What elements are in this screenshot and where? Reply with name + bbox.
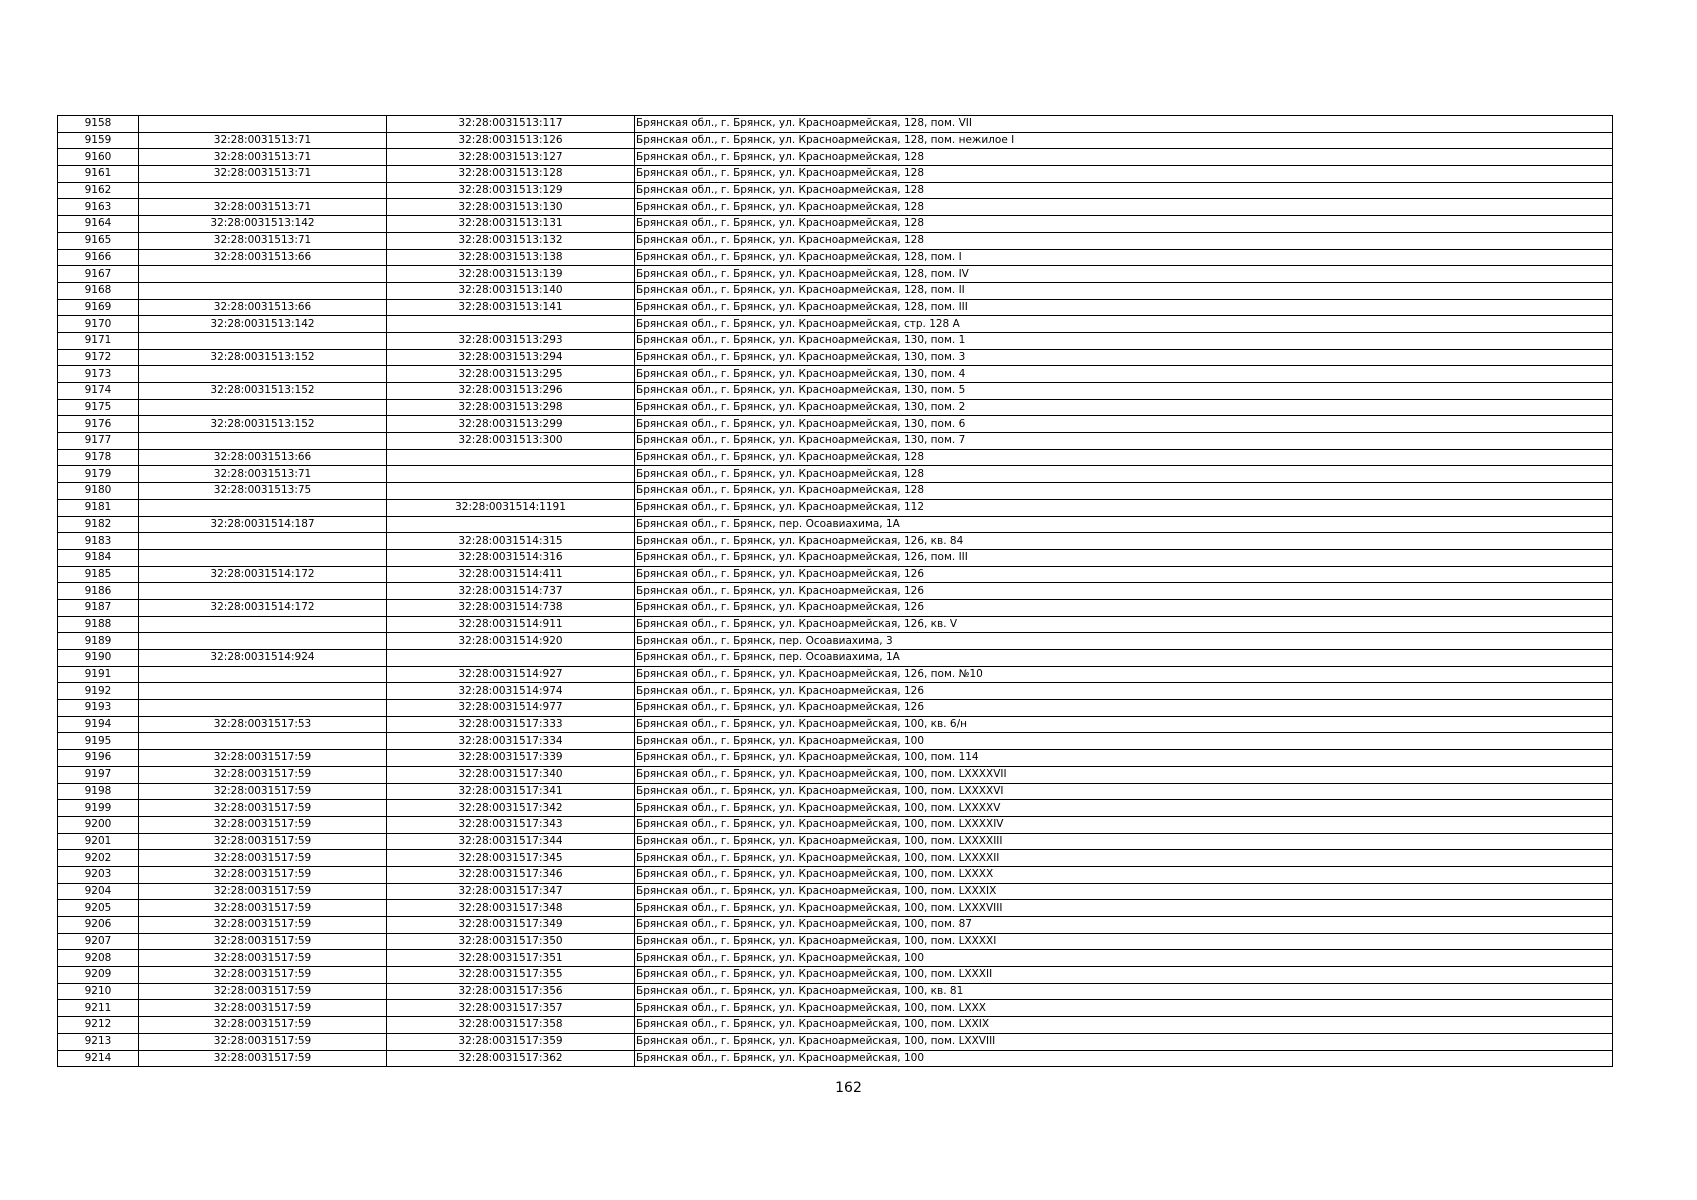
table-row bbox=[58, 933, 1613, 950]
table-row bbox=[58, 232, 1613, 249]
address-cell: Брянская обл., г. Брянск, ул. Красноармейская, 128 bbox=[635, 483, 1613, 500]
table-row bbox=[58, 483, 1613, 500]
object-cadastral-number-cell: 32:28:0031517:346 bbox=[387, 866, 635, 883]
land-cadastral-number-cell bbox=[139, 282, 387, 299]
table-row bbox=[58, 299, 1613, 316]
object-cadastral-number-cell: 32:28:0031513:300 bbox=[387, 433, 635, 450]
row-number-cell: 9177 bbox=[58, 433, 139, 450]
row-number-cell: 9173 bbox=[58, 366, 139, 383]
object-cadastral-number-cell: 32:28:0031514:737 bbox=[387, 583, 635, 600]
address-cell: Брянская обл., г. Брянск, ул. Красноармейская, 100, пом. LXXXX bbox=[635, 866, 1613, 883]
row-number-cell: 9209 bbox=[58, 967, 139, 984]
address-cell: Брянская обл., г. Брянск, ул. Красноармейская, 100, пом. LXXXIX bbox=[635, 883, 1613, 900]
land-cadastral-number-cell bbox=[139, 433, 387, 450]
table-row bbox=[58, 1000, 1613, 1017]
table-row bbox=[58, 466, 1613, 483]
row-number-cell: 9158 bbox=[58, 116, 139, 133]
object-cadastral-number-cell: 32:28:0031517:349 bbox=[387, 917, 635, 934]
object-cadastral-number-cell bbox=[387, 516, 635, 533]
table-row bbox=[58, 332, 1613, 349]
address-cell: Брянская обл., г. Брянск, ул. Красноармейская, 128 bbox=[635, 149, 1613, 166]
address-cell: Брянская обл., г. Брянск, ул. Красноармейская, 130, пом. 6 bbox=[635, 416, 1613, 433]
table-row bbox=[58, 349, 1613, 366]
object-cadastral-number-cell: 32:28:0031517:357 bbox=[387, 1000, 635, 1017]
row-number-cell: 9202 bbox=[58, 850, 139, 867]
row-number-cell: 9181 bbox=[58, 499, 139, 516]
table-row bbox=[58, 583, 1613, 600]
table-row bbox=[58, 616, 1613, 633]
row-number-cell: 9185 bbox=[58, 566, 139, 583]
land-cadastral-number-cell: 32:28:0031513:66 bbox=[139, 249, 387, 266]
row-number-cell: 9211 bbox=[58, 1000, 139, 1017]
table-row bbox=[58, 650, 1613, 667]
land-cadastral-number-cell: 32:28:0031517:59 bbox=[139, 1017, 387, 1034]
land-cadastral-number-cell: 32:28:0031514:924 bbox=[139, 650, 387, 667]
land-cadastral-number-cell bbox=[139, 633, 387, 650]
address-cell: Брянская обл., г. Брянск, ул. Красноармейская, 130, пом. 2 bbox=[635, 399, 1613, 416]
object-cadastral-number-cell: 32:28:0031517:341 bbox=[387, 783, 635, 800]
table-row bbox=[58, 983, 1613, 1000]
object-cadastral-number-cell: 32:28:0031513:130 bbox=[387, 199, 635, 216]
address-cell: Брянская обл., г. Брянск, ул. Красноармейская, стр. 128 А bbox=[635, 316, 1613, 333]
address-cell: Брянская обл., г. Брянск, ул. Красноармейская, 128 bbox=[635, 166, 1613, 183]
row-number-cell: 9201 bbox=[58, 833, 139, 850]
object-cadastral-number-cell: 32:28:0031513:298 bbox=[387, 399, 635, 416]
address-cell: Брянская обл., г. Брянск, ул. Красноармейская, 100 bbox=[635, 733, 1613, 750]
row-number-cell: 9166 bbox=[58, 249, 139, 266]
row-number-cell: 9213 bbox=[58, 1033, 139, 1050]
address-cell: Брянская обл., г. Брянск, ул. Красноармейская, 100, пом. LXXX bbox=[635, 1000, 1613, 1017]
object-cadastral-number-cell: 32:28:0031513:138 bbox=[387, 249, 635, 266]
object-cadastral-number-cell: 32:28:0031513:141 bbox=[387, 299, 635, 316]
address-cell: Брянская обл., г. Брянск, ул. Красноармейская, 100 bbox=[635, 950, 1613, 967]
land-cadastral-number-cell: 32:28:0031517:59 bbox=[139, 950, 387, 967]
table-row bbox=[58, 399, 1613, 416]
table-row bbox=[58, 366, 1613, 383]
land-cadastral-number-cell bbox=[139, 266, 387, 283]
object-cadastral-number-cell: 32:28:0031517:334 bbox=[387, 733, 635, 750]
table-row bbox=[58, 132, 1613, 149]
row-number-cell: 9203 bbox=[58, 866, 139, 883]
address-cell: Брянская обл., г. Брянск, ул. Красноармейская, 128, пом. нежилое I bbox=[635, 132, 1613, 149]
land-cadastral-number-cell: 32:28:0031513:152 bbox=[139, 383, 387, 400]
address-cell: Брянская обл., г. Брянск, ул. Красноармейская, 100, пом. LXXXVIII bbox=[635, 900, 1613, 917]
table-row bbox=[58, 1017, 1613, 1034]
row-number-cell: 9190 bbox=[58, 650, 139, 667]
table-row bbox=[58, 599, 1613, 616]
table-row bbox=[58, 216, 1613, 233]
object-cadastral-number-cell: 32:28:0031517:355 bbox=[387, 967, 635, 984]
land-cadastral-number-cell: 32:28:0031517:59 bbox=[139, 750, 387, 767]
address-cell: Брянская обл., г. Брянск, ул. Красноармейская, 128, пом. III bbox=[635, 299, 1613, 316]
table-row bbox=[58, 700, 1613, 717]
table-row bbox=[58, 316, 1613, 333]
table-row bbox=[58, 917, 1613, 934]
table-row bbox=[58, 950, 1613, 967]
row-number-cell: 9163 bbox=[58, 199, 139, 216]
land-cadastral-number-cell bbox=[139, 533, 387, 550]
row-number-cell: 9183 bbox=[58, 533, 139, 550]
land-cadastral-number-cell: 32:28:0031517:59 bbox=[139, 833, 387, 850]
land-cadastral-number-cell bbox=[139, 399, 387, 416]
address-cell: Брянская обл., г. Брянск, ул. Красноармейская, 100, пом. LXXIX bbox=[635, 1017, 1613, 1034]
object-cadastral-number-cell: 32:28:0031517:351 bbox=[387, 950, 635, 967]
land-cadastral-number-cell bbox=[139, 733, 387, 750]
object-cadastral-number-cell bbox=[387, 316, 635, 333]
address-cell: Брянская обл., г. Брянск, ул. Красноармейская, 100, пом. LXXXXII bbox=[635, 850, 1613, 867]
address-cell: Брянская обл., г. Брянск, пер. Осоавиахима, 1А bbox=[635, 516, 1613, 533]
object-cadastral-number-cell: 32:28:0031514:920 bbox=[387, 633, 635, 650]
address-cell: Брянская обл., г. Брянск, ул. Красноармейская, 100, пом. LXXXXVI bbox=[635, 783, 1613, 800]
object-cadastral-number-cell: 32:28:0031517:348 bbox=[387, 900, 635, 917]
table-row bbox=[58, 533, 1613, 550]
land-cadastral-number-cell: 32:28:0031517:53 bbox=[139, 716, 387, 733]
address-cell: Брянская обл., г. Брянск, ул. Красноармейская, 100, пом. 114 bbox=[635, 750, 1613, 767]
address-cell: Брянская обл., г. Брянск, ул. Красноармейская, 126 bbox=[635, 683, 1613, 700]
address-cell: Брянская обл., г. Брянск, ул. Красноармейская, 128, пом. VII bbox=[635, 116, 1613, 133]
land-cadastral-number-cell: 32:28:0031513:71 bbox=[139, 149, 387, 166]
table-row bbox=[58, 182, 1613, 199]
table-row bbox=[58, 633, 1613, 650]
address-cell: Брянская обл., г. Брянск, пер. Осоавиахима, 3 bbox=[635, 633, 1613, 650]
object-cadastral-number-cell: 32:28:0031517:358 bbox=[387, 1017, 635, 1034]
object-cadastral-number-cell: 32:28:0031514:316 bbox=[387, 549, 635, 566]
table-row bbox=[58, 499, 1613, 516]
row-number-cell: 9195 bbox=[58, 733, 139, 750]
address-cell: Брянская обл., г. Брянск, ул. Красноармейская, 100, пом. LXXXXI bbox=[635, 933, 1613, 950]
table-row bbox=[58, 850, 1613, 867]
land-cadastral-number-cell: 32:28:0031514:172 bbox=[139, 599, 387, 616]
land-cadastral-number-cell: 32:28:0031514:187 bbox=[139, 516, 387, 533]
row-number-cell: 9189 bbox=[58, 633, 139, 650]
address-cell: Брянская обл., г. Брянск, ул. Красноармейская, 112 bbox=[635, 499, 1613, 516]
table-row bbox=[58, 766, 1613, 783]
cadastral-table bbox=[57, 115, 1613, 1067]
table-row bbox=[58, 833, 1613, 850]
table-row bbox=[58, 1033, 1613, 1050]
table-row bbox=[58, 1050, 1613, 1067]
table-row bbox=[58, 416, 1613, 433]
object-cadastral-number-cell: 32:28:0031513:126 bbox=[387, 132, 635, 149]
object-cadastral-number-cell: 32:28:0031517:339 bbox=[387, 750, 635, 767]
land-cadastral-number-cell bbox=[139, 683, 387, 700]
row-number-cell: 9199 bbox=[58, 800, 139, 817]
object-cadastral-number-cell: 32:28:0031513:117 bbox=[387, 116, 635, 133]
object-cadastral-number-cell: 32:28:0031514:977 bbox=[387, 700, 635, 717]
object-cadastral-number-cell: 32:28:0031517:333 bbox=[387, 716, 635, 733]
address-cell: Брянская обл., г. Брянск, ул. Красноармейская, 100, кв. 81 bbox=[635, 983, 1613, 1000]
row-number-cell: 9175 bbox=[58, 399, 139, 416]
table-row bbox=[58, 666, 1613, 683]
address-cell: Брянская обл., г. Брянск, ул. Красноармейская, 100, пом. LXXXXIII bbox=[635, 833, 1613, 850]
object-cadastral-number-cell: 32:28:0031517:359 bbox=[387, 1033, 635, 1050]
table-row bbox=[58, 800, 1613, 817]
row-number-cell: 9180 bbox=[58, 483, 139, 500]
address-cell: Брянская обл., г. Брянск, ул. Красноармейская, 100, пом. LXXXXV bbox=[635, 800, 1613, 817]
object-cadastral-number-cell: 32:28:0031513:131 bbox=[387, 216, 635, 233]
object-cadastral-number-cell: 32:28:0031513:129 bbox=[387, 182, 635, 199]
object-cadastral-number-cell: 32:28:0031517:342 bbox=[387, 800, 635, 817]
object-cadastral-number-cell: 32:28:0031514:927 bbox=[387, 666, 635, 683]
address-cell: Брянская обл., г. Брянск, ул. Красноармейская, 130, пом. 3 bbox=[635, 349, 1613, 366]
land-cadastral-number-cell bbox=[139, 366, 387, 383]
address-cell: Брянская обл., г. Брянск, ул. Красноармейская, 128, пом. II bbox=[635, 282, 1613, 299]
row-number-cell: 9171 bbox=[58, 332, 139, 349]
land-cadastral-number-cell: 32:28:0031513:66 bbox=[139, 299, 387, 316]
object-cadastral-number-cell: 32:28:0031514:1191 bbox=[387, 499, 635, 516]
object-cadastral-number-cell: 32:28:0031513:139 bbox=[387, 266, 635, 283]
land-cadastral-number-cell: 32:28:0031517:59 bbox=[139, 983, 387, 1000]
land-cadastral-number-cell: 32:28:0031517:59 bbox=[139, 766, 387, 783]
object-cadastral-number-cell: 32:28:0031513:128 bbox=[387, 166, 635, 183]
table-row bbox=[58, 433, 1613, 450]
land-cadastral-number-cell bbox=[139, 116, 387, 133]
land-cadastral-number-cell: 32:28:0031517:59 bbox=[139, 900, 387, 917]
land-cadastral-number-cell: 32:28:0031517:59 bbox=[139, 967, 387, 984]
land-cadastral-number-cell: 32:28:0031513:71 bbox=[139, 466, 387, 483]
row-number-cell: 9187 bbox=[58, 599, 139, 616]
row-number-cell: 9160 bbox=[58, 149, 139, 166]
table-row bbox=[58, 750, 1613, 767]
land-cadastral-number-cell: 32:28:0031513:66 bbox=[139, 449, 387, 466]
cadastral-table-body bbox=[58, 116, 1613, 1067]
land-cadastral-number-cell: 32:28:0031514:172 bbox=[139, 566, 387, 583]
address-cell: Брянская обл., г. Брянск, ул. Красноармейская, 100 bbox=[635, 1050, 1613, 1067]
object-cadastral-number-cell: 32:28:0031517:345 bbox=[387, 850, 635, 867]
object-cadastral-number-cell: 32:28:0031517:340 bbox=[387, 766, 635, 783]
land-cadastral-number-cell: 32:28:0031517:59 bbox=[139, 1033, 387, 1050]
land-cadastral-number-cell bbox=[139, 182, 387, 199]
address-cell: Брянская обл., г. Брянск, ул. Красноармейская, 126, пом. №10 bbox=[635, 666, 1613, 683]
object-cadastral-number-cell: 32:28:0031513:127 bbox=[387, 149, 635, 166]
row-number-cell: 9208 bbox=[58, 950, 139, 967]
land-cadastral-number-cell: 32:28:0031513:71 bbox=[139, 132, 387, 149]
row-number-cell: 9167 bbox=[58, 266, 139, 283]
land-cadastral-number-cell: 32:28:0031513:152 bbox=[139, 416, 387, 433]
table-row bbox=[58, 716, 1613, 733]
address-cell: Брянская обл., г. Брянск, ул. Красноармейская, 126 bbox=[635, 566, 1613, 583]
row-number-cell: 9205 bbox=[58, 900, 139, 917]
address-cell: Брянская обл., г. Брянск, ул. Красноармейская, 130, пом. 4 bbox=[635, 366, 1613, 383]
object-cadastral-number-cell: 32:28:0031513:294 bbox=[387, 349, 635, 366]
land-cadastral-number-cell: 32:28:0031517:59 bbox=[139, 933, 387, 950]
table-row bbox=[58, 883, 1613, 900]
land-cadastral-number-cell: 32:28:0031513:75 bbox=[139, 483, 387, 500]
row-number-cell: 9186 bbox=[58, 583, 139, 600]
row-number-cell: 9170 bbox=[58, 316, 139, 333]
row-number-cell: 9162 bbox=[58, 182, 139, 199]
address-cell: Брянская обл., г. Брянск, ул. Красноармейская, 128, пом. IV bbox=[635, 266, 1613, 283]
object-cadastral-number-cell: 32:28:0031514:315 bbox=[387, 533, 635, 550]
table-row bbox=[58, 866, 1613, 883]
object-cadastral-number-cell: 32:28:0031517:356 bbox=[387, 983, 635, 1000]
table-row bbox=[58, 383, 1613, 400]
row-number-cell: 9159 bbox=[58, 132, 139, 149]
object-cadastral-number-cell: 32:28:0031514:974 bbox=[387, 683, 635, 700]
object-cadastral-number-cell: 32:28:0031513:140 bbox=[387, 282, 635, 299]
land-cadastral-number-cell: 32:28:0031517:59 bbox=[139, 783, 387, 800]
row-number-cell: 9184 bbox=[58, 549, 139, 566]
address-cell: Брянская обл., г. Брянск, ул. Красноармейская, 128 bbox=[635, 216, 1613, 233]
row-number-cell: 9206 bbox=[58, 917, 139, 934]
row-number-cell: 9207 bbox=[58, 933, 139, 950]
object-cadastral-number-cell: 32:28:0031514:738 bbox=[387, 599, 635, 616]
object-cadastral-number-cell: 32:28:0031517:362 bbox=[387, 1050, 635, 1067]
land-cadastral-number-cell: 32:28:0031517:59 bbox=[139, 816, 387, 833]
object-cadastral-number-cell: 32:28:0031517:344 bbox=[387, 833, 635, 850]
address-cell: Брянская обл., г. Брянск, ул. Красноармейская, 128 bbox=[635, 232, 1613, 249]
object-cadastral-number-cell bbox=[387, 449, 635, 466]
object-cadastral-number-cell: 32:28:0031513:296 bbox=[387, 383, 635, 400]
land-cadastral-number-cell: 32:28:0031517:59 bbox=[139, 1050, 387, 1067]
table-row bbox=[58, 166, 1613, 183]
row-number-cell: 9172 bbox=[58, 349, 139, 366]
row-number-cell: 9200 bbox=[58, 816, 139, 833]
land-cadastral-number-cell bbox=[139, 499, 387, 516]
land-cadastral-number-cell bbox=[139, 616, 387, 633]
row-number-cell: 9194 bbox=[58, 716, 139, 733]
address-cell: Брянская обл., г. Брянск, ул. Красноармейская, 100, пом. LXXXXVII bbox=[635, 766, 1613, 783]
table-row bbox=[58, 549, 1613, 566]
page-number: 162 bbox=[835, 1080, 862, 1096]
address-cell: Брянская обл., г. Брянск, ул. Красноармейская, 100, пом. 87 bbox=[635, 917, 1613, 934]
address-cell: Брянская обл., г. Брянск, ул. Красноармейская, 126, пом. III bbox=[635, 549, 1613, 566]
land-cadastral-number-cell: 32:28:0031517:59 bbox=[139, 800, 387, 817]
land-cadastral-number-cell bbox=[139, 332, 387, 349]
table-row bbox=[58, 816, 1613, 833]
address-cell: Брянская обл., г. Брянск, ул. Красноармейская, 126, кв. V bbox=[635, 616, 1613, 633]
object-cadastral-number-cell: 32:28:0031513:295 bbox=[387, 366, 635, 383]
land-cadastral-number-cell: 32:28:0031517:59 bbox=[139, 883, 387, 900]
object-cadastral-number-cell: 32:28:0031514:911 bbox=[387, 616, 635, 633]
land-cadastral-number-cell: 32:28:0031517:59 bbox=[139, 1000, 387, 1017]
address-cell: Брянская обл., г. Брянск, ул. Красноармейская, 126 bbox=[635, 583, 1613, 600]
land-cadastral-number-cell bbox=[139, 666, 387, 683]
row-number-cell: 9198 bbox=[58, 783, 139, 800]
address-cell: Брянская обл., г. Брянск, ул. Красноармейская, 100, пом. LXXXXIV bbox=[635, 816, 1613, 833]
address-cell: Брянская обл., г. Брянск, ул. Красноармейская, 126 bbox=[635, 700, 1613, 717]
object-cadastral-number-cell: 32:28:0031517:350 bbox=[387, 933, 635, 950]
object-cadastral-number-cell: 32:28:0031517:347 bbox=[387, 883, 635, 900]
row-number-cell: 9210 bbox=[58, 983, 139, 1000]
row-number-cell: 9191 bbox=[58, 666, 139, 683]
address-cell: Брянская обл., г. Брянск, ул. Красноармейская, 128 bbox=[635, 466, 1613, 483]
table-row bbox=[58, 516, 1613, 533]
table-row bbox=[58, 900, 1613, 917]
object-cadastral-number-cell bbox=[387, 650, 635, 667]
row-number-cell: 9174 bbox=[58, 383, 139, 400]
row-number-cell: 9204 bbox=[58, 883, 139, 900]
row-number-cell: 9212 bbox=[58, 1017, 139, 1034]
table-row bbox=[58, 282, 1613, 299]
land-cadastral-number-cell: 32:28:0031517:59 bbox=[139, 917, 387, 934]
address-cell: Брянская обл., г. Брянск, ул. Красноармейская, 126 bbox=[635, 599, 1613, 616]
row-number-cell: 9168 bbox=[58, 282, 139, 299]
object-cadastral-number-cell: 32:28:0031517:343 bbox=[387, 816, 635, 833]
row-number-cell: 9179 bbox=[58, 466, 139, 483]
row-number-cell: 9188 bbox=[58, 616, 139, 633]
land-cadastral-number-cell: 32:28:0031513:152 bbox=[139, 349, 387, 366]
object-cadastral-number-cell: 32:28:0031513:299 bbox=[387, 416, 635, 433]
address-cell: Брянская обл., г. Брянск, ул. Красноармейская, 100, пом. LXXVIII bbox=[635, 1033, 1613, 1050]
land-cadastral-number-cell: 32:28:0031513:71 bbox=[139, 166, 387, 183]
table-row bbox=[58, 733, 1613, 750]
row-number-cell: 9214 bbox=[58, 1050, 139, 1067]
land-cadastral-number-cell: 32:28:0031517:59 bbox=[139, 850, 387, 867]
land-cadastral-number-cell: 32:28:0031513:71 bbox=[139, 199, 387, 216]
table-row bbox=[58, 967, 1613, 984]
row-number-cell: 9178 bbox=[58, 449, 139, 466]
row-number-cell: 9165 bbox=[58, 232, 139, 249]
address-cell: Брянская обл., г. Брянск, ул. Красноармейская, 128 bbox=[635, 182, 1613, 199]
row-number-cell: 9197 bbox=[58, 766, 139, 783]
address-cell: Брянская обл., г. Брянск, ул. Красноармейская, 128 bbox=[635, 199, 1613, 216]
table-row bbox=[58, 449, 1613, 466]
address-cell: Брянская обл., г. Брянск, пер. Осоавиахима, 1А bbox=[635, 650, 1613, 667]
table-row bbox=[58, 683, 1613, 700]
land-cadastral-number-cell: 32:28:0031517:59 bbox=[139, 866, 387, 883]
table-row bbox=[58, 116, 1613, 133]
land-cadastral-number-cell bbox=[139, 583, 387, 600]
row-number-cell: 9169 bbox=[58, 299, 139, 316]
table-row bbox=[58, 249, 1613, 266]
land-cadastral-number-cell: 32:28:0031513:142 bbox=[139, 216, 387, 233]
address-cell: Брянская обл., г. Брянск, ул. Красноармейская, 126, кв. 84 bbox=[635, 533, 1613, 550]
table-row bbox=[58, 266, 1613, 283]
land-cadastral-number-cell: 32:28:0031513:142 bbox=[139, 316, 387, 333]
address-cell: Брянская обл., г. Брянск, ул. Красноармейская, 130, пом. 5 bbox=[635, 383, 1613, 400]
table-row bbox=[58, 199, 1613, 216]
object-cadastral-number-cell bbox=[387, 483, 635, 500]
address-cell: Брянская обл., г. Брянск, ул. Красноармейская, 130, пом. 7 bbox=[635, 433, 1613, 450]
table-row bbox=[58, 783, 1613, 800]
address-cell: Брянская обл., г. Брянск, ул. Красноармейская, 100, пом. LXXXII bbox=[635, 967, 1613, 984]
land-cadastral-number-cell: 32:28:0031513:71 bbox=[139, 232, 387, 249]
address-cell: Брянская обл., г. Брянск, ул. Красноармейская, 130, пом. 1 bbox=[635, 332, 1613, 349]
address-cell: Брянская обл., г. Брянск, ул. Красноармейская, 128 bbox=[635, 449, 1613, 466]
object-cadastral-number-cell: 32:28:0031514:411 bbox=[387, 566, 635, 583]
row-number-cell: 9182 bbox=[58, 516, 139, 533]
row-number-cell: 9193 bbox=[58, 700, 139, 717]
row-number-cell: 9161 bbox=[58, 166, 139, 183]
row-number-cell: 9192 bbox=[58, 683, 139, 700]
land-cadastral-number-cell bbox=[139, 549, 387, 566]
row-number-cell: 9176 bbox=[58, 416, 139, 433]
land-cadastral-number-cell bbox=[139, 700, 387, 717]
address-cell: Брянская обл., г. Брянск, ул. Красноармейская, 128, пом. I bbox=[635, 249, 1613, 266]
table-row bbox=[58, 566, 1613, 583]
object-cadastral-number-cell bbox=[387, 466, 635, 483]
object-cadastral-number-cell: 32:28:0031513:132 bbox=[387, 232, 635, 249]
row-number-cell: 9196 bbox=[58, 750, 139, 767]
address-cell: Брянская обл., г. Брянск, ул. Красноармейская, 100, кв. 6/н bbox=[635, 716, 1613, 733]
table-row bbox=[58, 149, 1613, 166]
object-cadastral-number-cell: 32:28:0031513:293 bbox=[387, 332, 635, 349]
row-number-cell: 9164 bbox=[58, 216, 139, 233]
